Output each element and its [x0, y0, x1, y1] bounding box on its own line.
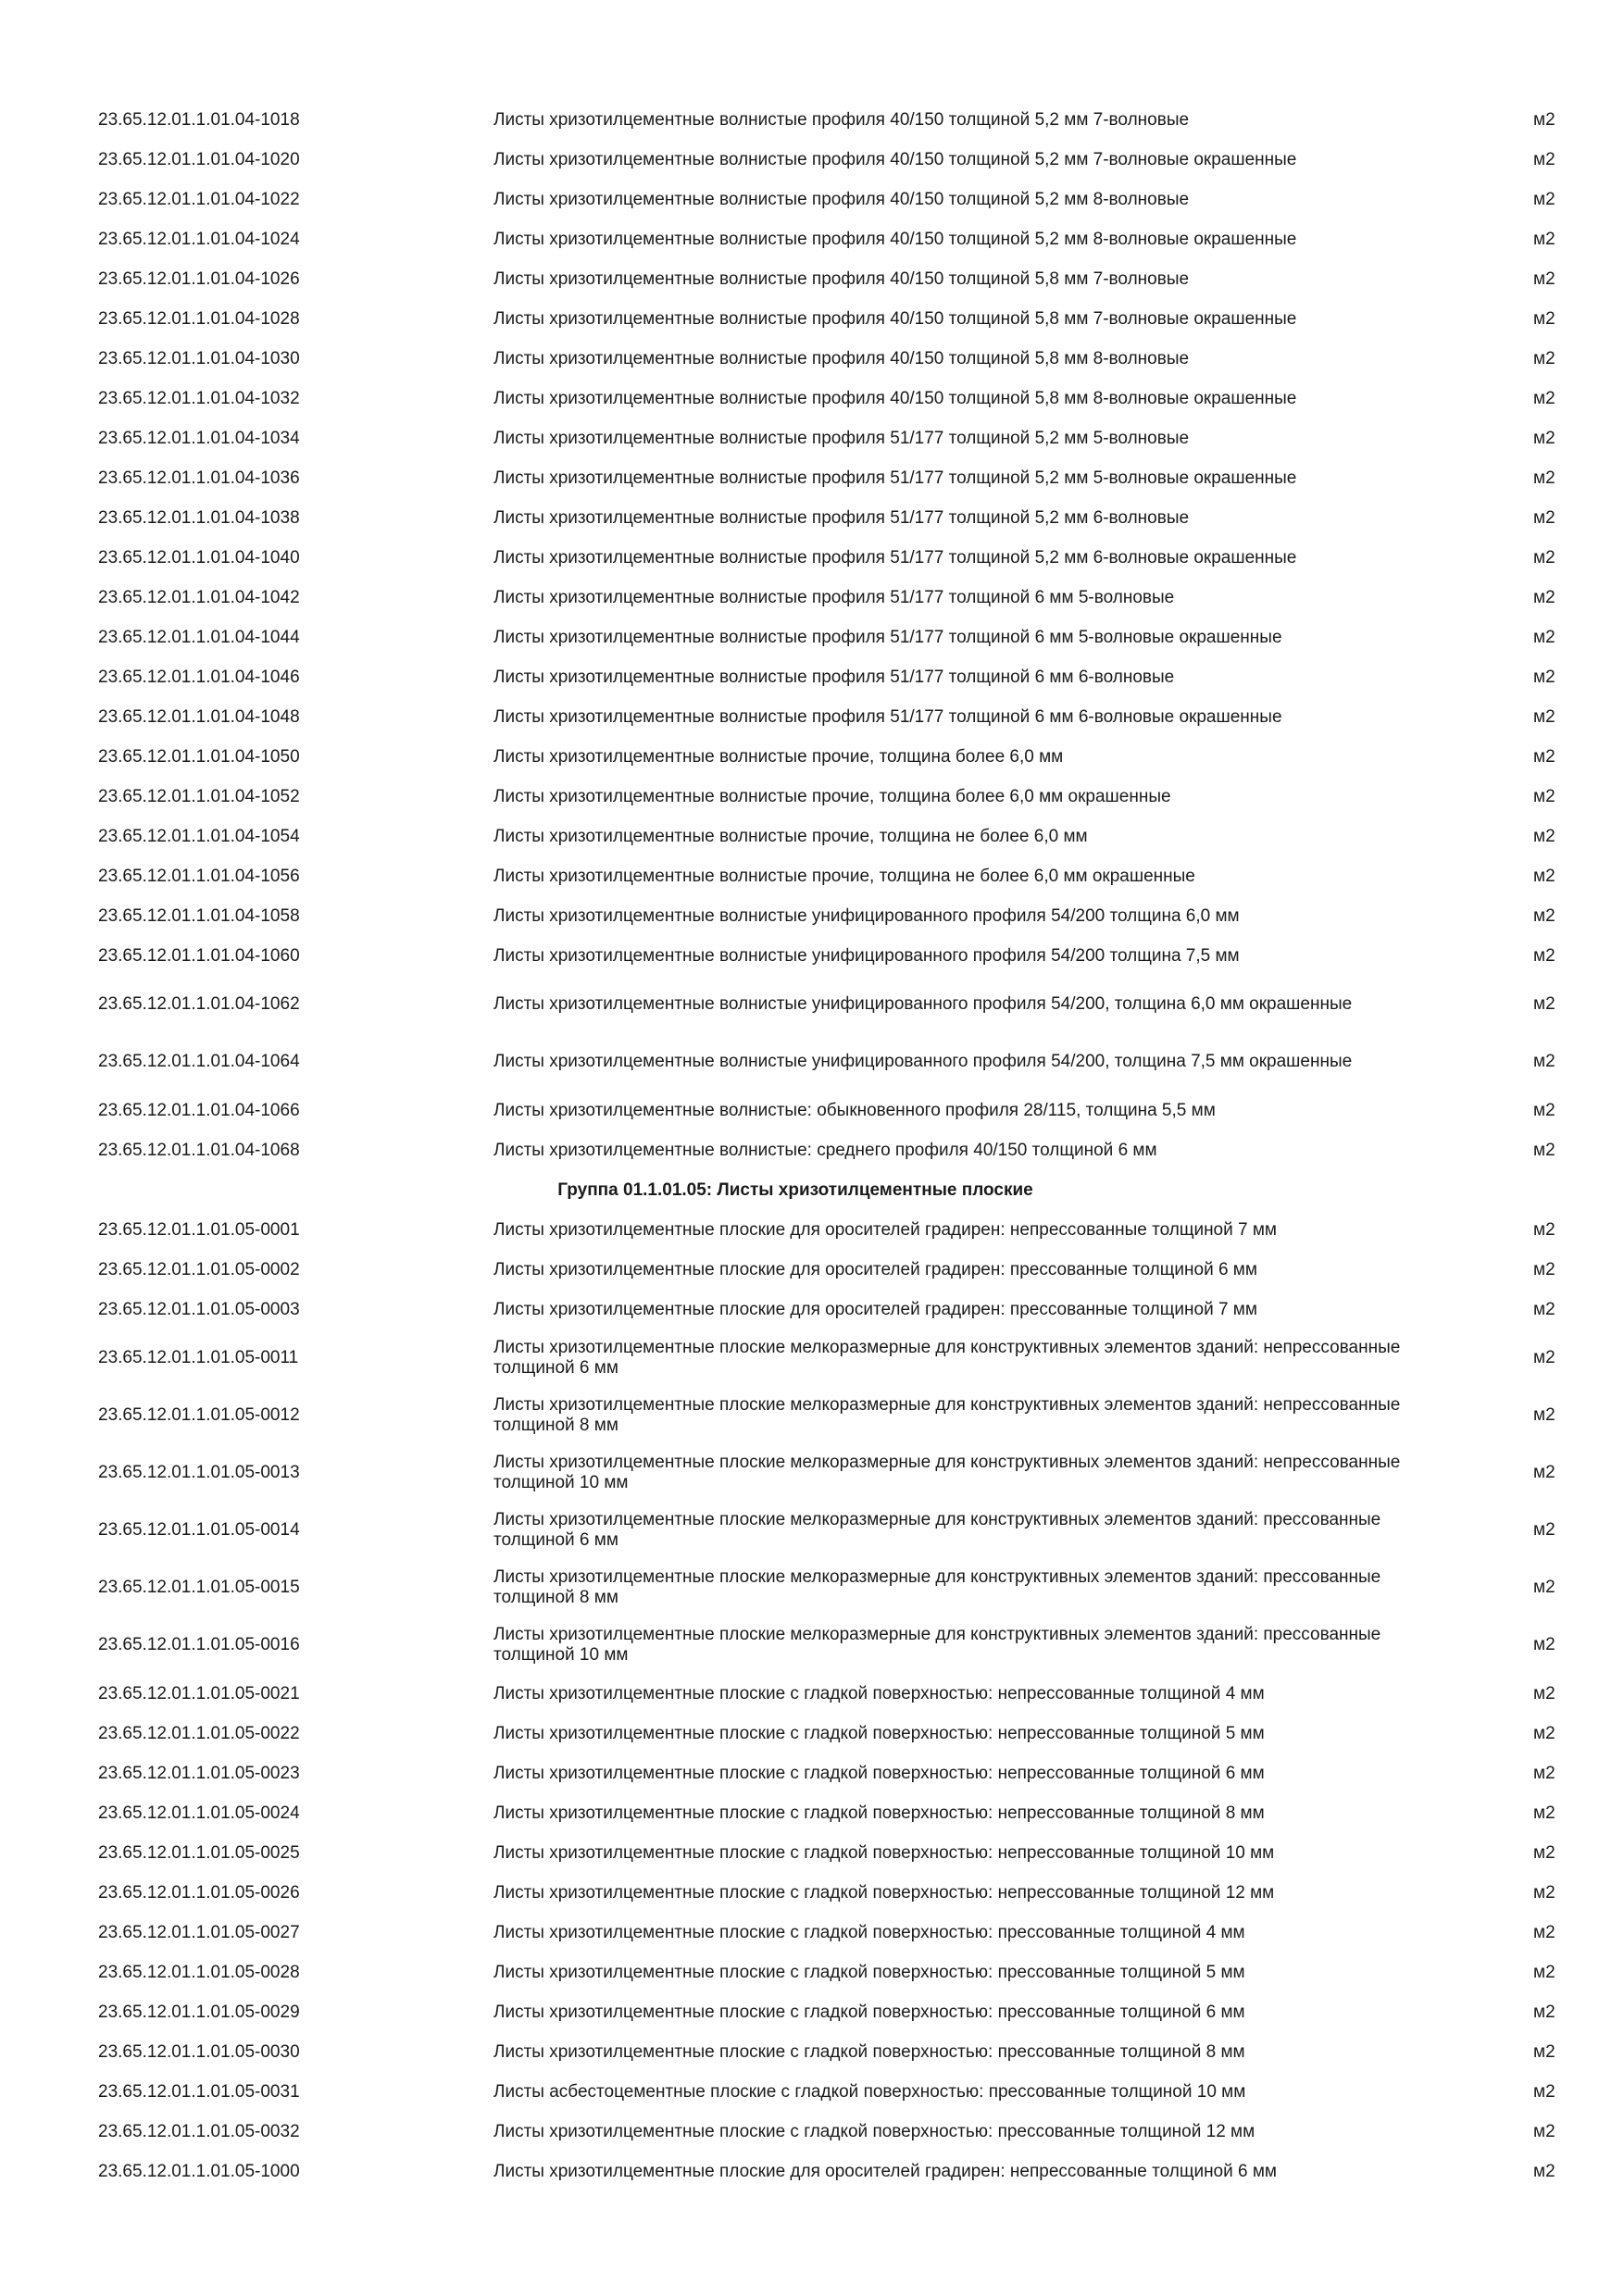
item-name: Листы хризотилцементные плоские с гладкой поверхностью: непрессованные толщиной 6 мм: [493, 1763, 1265, 1783]
item-code: 23.65.12.01.1.01.04-1042: [98, 587, 300, 607]
item-name: Листы хризотилцементные волнистые профиля 40/150 толщиной 5,2 мм 8-волновые: [493, 189, 1190, 209]
item-code: 23.65.12.01.1.01.04-1034: [98, 428, 300, 448]
item-name: Листы хризотилцементные плоские с гладкой поверхностью: непрессованные толщиной 4 мм: [493, 1683, 1265, 1703]
item-unit: м2: [1533, 1219, 1555, 1240]
item-name: Листы хризотилцементные волнистые унифицированного профиля 54/200 толщина 6,0 мм: [493, 905, 1240, 926]
item-code: 23.65.12.01.1.01.05-0032: [98, 2121, 300, 2141]
item-unit: м2: [1533, 1405, 1555, 1425]
table-row: [0, 976, 1624, 1033]
item-code: 23.65.12.01.1.01.04-1046: [98, 667, 300, 687]
item-name: Листы хризотилцементные волнистые профиля 51/177 толщиной 5,2 мм 5-волновые: [493, 428, 1190, 448]
item-name: Листы хризотилцементные волнистые: обыкновенного профиля 28/115, толщина 5,5 мм: [493, 1100, 1216, 1120]
item-code: 23.65.12.01.1.01.05-0013: [98, 1463, 300, 1482]
item-name: Листы хризотилцементные волнистые прочие, толщина более 6,0 мм: [493, 746, 1064, 767]
item-unit: м2: [1533, 1683, 1555, 1703]
item-code: 23.65.12.01.1.01.05-0002: [98, 1259, 300, 1279]
item-name: Листы хризотилцементные волнистые прочие, толщина не более 6,0 мм: [493, 826, 1088, 846]
table-row: [0, 1290, 1624, 1329]
item-name: Листы хризотилцементные волнистые профиля 51/177 толщиной 6 мм 5-волновые: [493, 587, 1175, 607]
table-row: [0, 219, 1624, 259]
table-row: [0, 2152, 1624, 2191]
item-code: 23.65.12.01.1.01.05-0029: [98, 2002, 300, 2022]
item-unit: м2: [1533, 786, 1555, 806]
item-unit: м2: [1533, 1842, 1555, 1863]
item-code: 23.65.12.01.1.01.04-1062: [98, 994, 300, 1014]
item-unit: м2: [1533, 1962, 1555, 1982]
item-unit: м2: [1533, 547, 1555, 568]
item-name: Листы хризотилцементные плоские мелкоразмерные для конструктивных элементов зданий: непрессованные толщиной 10 мм: [493, 1453, 1401, 1492]
table-row: [0, 777, 1624, 817]
item-unit: м2: [1533, 905, 1555, 926]
table-row: [0, 418, 1624, 458]
item-name: Листы хризотилцементные плоские с гладкой поверхностью: непрессованные толщиной 5 мм: [493, 1723, 1265, 1743]
table-row: [0, 1130, 1624, 1170]
item-code: 23.65.12.01.1.01.05-0014: [98, 1520, 300, 1540]
item-code: 23.65.12.01.1.01.05-0023: [98, 1763, 300, 1783]
item-unit: м2: [1533, 2121, 1555, 2141]
item-name: Листы хризотилцементные волнистые прочие, толщина не более 6,0 мм окрашенные: [493, 866, 1195, 886]
table-row: [0, 1250, 1624, 1290]
item-name: Листы хризотилцементные плоские с гладкой поверхностью: прессованные толщиной 5 мм: [493, 1962, 1245, 1982]
item-unit: м2: [1533, 994, 1555, 1014]
table-row: [0, 618, 1624, 657]
item-unit: м2: [1533, 1882, 1555, 1903]
table-row: [0, 856, 1624, 896]
table-row: [0, 1913, 1624, 1953]
item-name: Листы хризотилцементные волнистые унифицированного профиля 54/200, толщина 7,5 мм окрашенные: [493, 1052, 1353, 1071]
table-row: [0, 2072, 1624, 2112]
item-unit: м2: [1533, 507, 1555, 528]
item-unit: м2: [1533, 109, 1555, 130]
item-name: Листы хризотилцементные плоские с гладкой поверхностью: непрессованные толщиной 10 мм: [493, 1842, 1275, 1863]
table-row: [0, 1210, 1624, 1250]
table-row: [0, 140, 1624, 180]
item-code: 23.65.12.01.1.01.04-1044: [98, 627, 300, 647]
table-row: [0, 896, 1624, 936]
table-row: [0, 1992, 1624, 2032]
item-unit: м2: [1533, 1140, 1555, 1160]
item-code: 23.65.12.01.1.01.04-1038: [98, 507, 300, 528]
item-unit: м2: [1533, 189, 1555, 209]
item-code: 23.65.12.01.1.01.05-0028: [98, 1962, 300, 1982]
table-row: [0, 1753, 1624, 1793]
item-name: Листы хризотилцементные плоские мелкоразмерные для конструктивных элементов зданий: непрессованные толщиной 8 мм: [493, 1395, 1401, 1435]
item-code: 23.65.12.01.1.01.05-0030: [98, 2041, 300, 2062]
table-row: [0, 578, 1624, 618]
item-unit: м2: [1533, 1723, 1555, 1743]
item-code: 23.65.12.01.1.01.04-1056: [98, 866, 300, 886]
item-name: Листы хризотилцементные волнистые профиля 51/177 толщиной 6 мм 6-волновые: [493, 667, 1175, 687]
item-unit: м2: [1533, 1463, 1555, 1482]
table-row: [0, 339, 1624, 379]
item-unit: м2: [1533, 149, 1555, 169]
item-code: 23.65.12.01.1.01.05-0011: [98, 1348, 299, 1367]
item-name: Листы хризотилцементные волнистые профиля 40/150 толщиной 5,2 мм 7-волновые окрашенные: [493, 149, 1297, 169]
item-name: Листы хризотилцементные волнистые профиля 51/177 толщиной 5,2 мм 6-волновые окрашенные: [493, 547, 1297, 568]
item-code: 23.65.12.01.1.01.05-0025: [98, 1842, 300, 1863]
item-unit: м2: [1533, 1052, 1555, 1071]
item-name: Листы хризотилцементные плоские для оросителей градирен: непрессованные толщиной 7 мм: [493, 1219, 1277, 1240]
item-code: 23.65.12.01.1.01.04-1052: [98, 786, 300, 806]
item-code: 23.65.12.01.1.01.04-1060: [98, 945, 300, 966]
table-row: [0, 1833, 1624, 1873]
item-code: 23.65.12.01.1.01.05-0003: [98, 1299, 300, 1319]
item-unit: м2: [1533, 1803, 1555, 1823]
item-code: 23.65.12.01.1.01.05-0021: [98, 1683, 300, 1703]
table-row: [0, 1793, 1624, 1833]
item-unit: м2: [1533, 2081, 1555, 2102]
item-unit: м2: [1533, 826, 1555, 846]
item-name: Листы хризотилцементные плоские с гладкой поверхностью: непрессованные толщиной 8 мм: [493, 1803, 1265, 1823]
item-name: Листы хризотилцементные плоские мелкоразмерные для конструктивных элементов зданий: непрессованные толщиной 6 мм: [493, 1338, 1401, 1378]
item-code: 23.65.12.01.1.01.05-0027: [98, 1922, 300, 1942]
item-unit: м2: [1533, 1100, 1555, 1120]
table-row: [0, 180, 1624, 219]
item-unit: м2: [1533, 1520, 1555, 1540]
table-row: [0, 657, 1624, 697]
item-code: 23.65.12.01.1.01.04-1030: [98, 348, 300, 368]
item-unit: м2: [1533, 1578, 1555, 1597]
table-row: [0, 2112, 1624, 2152]
table-row: [0, 538, 1624, 578]
item-name: Листы хризотилцементные плоские для оросителей градирен: непрессованные толщиной 6 мм: [493, 2161, 1277, 2181]
item-name: Листы хризотилцементные плоские мелкоразмерные для конструктивных элементов зданий: прессованные толщиной 6 мм: [493, 1510, 1381, 1550]
item-code: 23.65.12.01.1.01.04-1018: [98, 109, 300, 130]
table-row: [0, 259, 1624, 299]
item-unit: м2: [1533, 229, 1555, 249]
item-code: 23.65.12.01.1.01.05-0024: [98, 1803, 300, 1823]
item-name: Листы хризотилцементные плоские с гладкой поверхностью: прессованные толщиной 4 мм: [493, 1922, 1245, 1942]
item-code: 23.65.12.01.1.01.05-1000: [98, 2161, 300, 2181]
item-name: Листы хризотилцементные волнистые прочие, толщина более 6,0 мм окрашенные: [493, 786, 1171, 806]
table-row: [0, 1091, 1624, 1130]
table-row: [0, 379, 1624, 418]
item-code: 23.65.12.01.1.01.04-1040: [98, 547, 300, 568]
item-code: 23.65.12.01.1.01.05-0022: [98, 1723, 300, 1743]
item-unit: м2: [1533, 2041, 1555, 2062]
item-unit: м2: [1533, 667, 1555, 687]
item-unit: м2: [1533, 2161, 1555, 2181]
item-name: Листы хризотилцементные волнистые профиля 51/177 толщиной 6 мм 5-волновые окрашенные: [493, 627, 1282, 647]
item-unit: м2: [1533, 348, 1555, 368]
item-name: Листы хризотилцементные волнистые профиля 40/150 толщиной 5,8 мм 7-волновые окрашенные: [493, 308, 1297, 329]
table-row: [0, 1329, 1624, 1387]
item-name: Листы хризотилцементные волнистые профиля 40/150 толщиной 5,8 мм 7-волновые: [493, 268, 1190, 289]
item-name: Листы хризотилцементные плоские с гладкой поверхностью: прессованные толщиной 12 мм: [493, 2121, 1255, 2141]
item-unit: м2: [1533, 1259, 1555, 1279]
item-code: 23.65.12.01.1.01.04-1022: [98, 189, 300, 209]
group-heading: [0, 1170, 1624, 1210]
item-name: Листы хризотилцементные волнистые профиля 51/177 толщиной 6 мм 6-волновые окрашенные: [493, 706, 1282, 727]
table-row: [0, 1559, 1624, 1616]
item-code: 23.65.12.01.1.01.04-1050: [98, 746, 300, 767]
item-name: Листы асбестоцементные плоские с гладкой поверхностью: прессованные толщиной 10 мм: [493, 2081, 1246, 2102]
item-name: Листы хризотилцементные плоские для оросителей градирен: прессованные толщиной 6 мм: [493, 1259, 1257, 1279]
table-row: [0, 2032, 1624, 2072]
item-code: 23.65.12.01.1.01.04-1028: [98, 308, 300, 329]
item-unit: м2: [1533, 587, 1555, 607]
item-code: 23.65.12.01.1.01.05-0016: [98, 1635, 300, 1654]
item-unit: м2: [1533, 1635, 1555, 1654]
item-unit: м2: [1533, 1299, 1555, 1319]
item-code: 23.65.12.01.1.01.04-1036: [98, 468, 300, 488]
table-row: [0, 817, 1624, 856]
item-name: Листы хризотилцементные волнистые: среднего профиля 40/150 толщиной 6 мм: [493, 1140, 1157, 1160]
item-name: Листы хризотилцементные волнистые профиля 40/150 толщиной 5,8 мм 8-волновые окрашенные: [493, 388, 1297, 408]
table-row: [0, 100, 1624, 140]
table-row: [0, 498, 1624, 538]
item-name: Листы хризотилцементные волнистые унифицированного профиля 54/200 толщина 7,5 мм: [493, 945, 1240, 966]
item-unit: м2: [1533, 627, 1555, 647]
item-name: Листы хризотилцементные волнистые унифицированного профиля 54/200, толщина 6,0 мм окрашенные: [493, 994, 1353, 1014]
item-unit: м2: [1533, 866, 1555, 886]
table-row: [0, 936, 1624, 976]
item-name: Листы хризотилцементные волнистые профиля 40/150 толщиной 5,8 мм 8-волновые: [493, 348, 1190, 368]
item-unit: м2: [1533, 1763, 1555, 1783]
table-row: [0, 1674, 1624, 1714]
item-code: 23.65.12.01.1.01.04-1020: [98, 149, 300, 169]
item-name: Листы хризотилцементные плоские мелкоразмерные для конструктивных элементов зданий: прессованные толщиной 8 мм: [493, 1567, 1381, 1607]
table-row: [0, 1616, 1624, 1674]
table-row: [0, 697, 1624, 737]
item-unit: м2: [1533, 746, 1555, 767]
item-code: 23.65.12.01.1.01.04-1024: [98, 229, 300, 249]
item-unit: м2: [1533, 1348, 1555, 1367]
item-code: 23.65.12.01.1.01.04-1054: [98, 826, 300, 846]
item-code: 23.65.12.01.1.01.05-0031: [98, 2081, 300, 2102]
item-name: Листы хризотилцементные волнистые профиля 40/150 толщиной 5,2 мм 8-волновые окрашенные: [493, 229, 1297, 249]
item-code: 23.65.12.01.1.01.05-0026: [98, 1882, 300, 1903]
item-code: 23.65.12.01.1.01.04-1064: [98, 1052, 300, 1071]
item-name: Листы хризотилцементные плоские с гладкой поверхностью: прессованные толщиной 6 мм: [493, 2002, 1245, 2022]
item-name: Листы хризотилцементные волнистые профиля 51/177 толщиной 5,2 мм 5-волновые окрашенные: [493, 468, 1297, 488]
item-code: 23.65.12.01.1.01.05-0001: [98, 1219, 300, 1240]
table-row: [0, 1873, 1624, 1913]
item-name: Листы хризотилцементные плоские с гладкой поверхностью: непрессованные толщиной 12 мм: [493, 1882, 1275, 1903]
table-row: [0, 299, 1624, 339]
item-name: Листы хризотилцементные плоские с гладкой поверхностью: прессованные толщиной 8 мм: [493, 2041, 1245, 2062]
item-code: 23.65.12.01.1.01.04-1026: [98, 268, 300, 289]
item-code: 23.65.12.01.1.01.04-1066: [98, 1100, 300, 1120]
table-row: [0, 458, 1624, 498]
item-code: 23.65.12.01.1.01.05-0012: [98, 1405, 300, 1425]
item-code: 23.65.12.01.1.01.04-1032: [98, 388, 300, 408]
table-row: [0, 1953, 1624, 1992]
table-row: [0, 1714, 1624, 1753]
item-name: Листы хризотилцементные волнистые профиля 40/150 толщиной 5,2 мм 7-волновые: [493, 109, 1190, 130]
item-code: 23.65.12.01.1.01.05-0015: [98, 1578, 300, 1597]
table-row: [0, 1502, 1624, 1559]
item-unit: м2: [1533, 268, 1555, 289]
item-unit: м2: [1533, 706, 1555, 727]
group-heading-text: Группа 01.1.01.05: Листы хризотилцементные плоские: [557, 1179, 1033, 1200]
item-name: Листы хризотилцементные плоские мелкоразмерные для конструктивных элементов зданий: прессованные толщиной 10 мм: [493, 1625, 1381, 1665]
item-unit: м2: [1533, 388, 1555, 408]
table-row: [0, 737, 1624, 777]
item-name: Листы хризотилцементные волнистые профиля 51/177 толщиной 5,2 мм 6-волновые: [493, 507, 1190, 528]
item-name: Листы хризотилцементные плоские для оросителей градирен: прессованные толщиной 7 мм: [493, 1299, 1257, 1319]
item-unit: м2: [1533, 945, 1555, 966]
table-row: [0, 1444, 1624, 1502]
item-code: 23.65.12.01.1.01.04-1058: [98, 905, 300, 926]
item-unit: м2: [1533, 468, 1555, 488]
item-code: 23.65.12.01.1.01.04-1068: [98, 1140, 300, 1160]
item-code: 23.65.12.01.1.01.04-1048: [98, 706, 300, 727]
item-unit: м2: [1533, 428, 1555, 448]
item-unit: м2: [1533, 1922, 1555, 1942]
item-unit: м2: [1533, 308, 1555, 329]
item-unit: м2: [1533, 2002, 1555, 2022]
table-row: [0, 1387, 1624, 1444]
table-row: [0, 1033, 1624, 1091]
